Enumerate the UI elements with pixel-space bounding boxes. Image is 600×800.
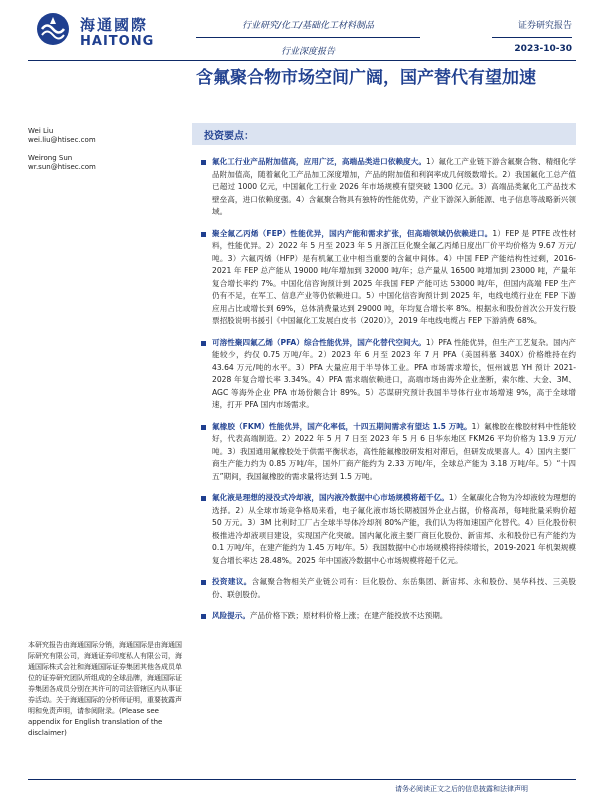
report-meta <box>492 10 572 54</box>
point-body: 1）全氟碳化合物为冷却液较为理想的选择。2）从全球市场竞争格局来看，电子氟化液市场长期被国外企业占据，价格高昂，每吨批量采购价超 50 万元。3）3M 比利时工厂占全球半导体冷却剂 80%产能，我们认为将加速国产化替代。4）巨化股份积极推进冷却液项目建设，实现国产化突破。国内氟化液主要厂商巨化股份、新宙邦、永和股份已有产能约为 0.1 万吨/年，在建产能约为 1.45 万吨/年。5）我国数据中心市场规模将持续增长，2019-2021 年机架规模复合增长率达 28.48%。2025 年中国液冷数据中心市场规模将超千亿元。 <box>212 493 576 565</box>
point-lead: 投资建议。 <box>212 577 252 586</box>
bullet-icon <box>201 232 206 237</box>
footer-notice: 请务必阅读正文之后的信息披露和法律声明 <box>395 785 528 793</box>
point-lead: 聚全氟乙丙烯（FEP）性能优异，国内产能和需求扩张，但高端领域仍依赖进口。 <box>212 228 493 238</box>
report-title: 含氟聚合物市场空间广阔，国产替代有望加速 <box>196 68 536 88</box>
analyst-block <box>28 127 96 145</box>
haitong-logo-icon <box>36 12 70 46</box>
bullet-icon <box>201 425 206 430</box>
industry-category: 行业研究/化工/基础化工材料制品 <box>196 10 420 38</box>
investment-point <box>200 576 576 601</box>
investment-point <box>200 421 576 484</box>
report-date: 2023-10-30 <box>514 44 572 54</box>
point-body: 产品价格下跌；原材料价格上涨；在建产能投放不达预期。 <box>249 611 448 620</box>
analyst-name: Wei Liu <box>28 127 54 135</box>
analyst-email[interactable]: wr.sun@htisec.com <box>28 163 96 171</box>
point-body: 1）PFA 性能优异，但生产工艺复杂。国内产能较少，约仅 0.75 万吨/年。2）2023 年 6 月至 2023 年 7 月 PFA（美国科慕 340X）价格维持在约 43.64 万元/吨的水平。3）PFA 大量应用于半导体工业。PFA 市场需求增长，恒州诚思 YH 预计 2021-2028 年复合增长率 3.34%。4）PFA 需求端依赖进口，高端市场由海外企业垄断，索尔维、大金、3M、AGC 等海外企业 PFA 市场份额合计 89%。5）芯谋研究预计我国半导体行业市场增速 9%，高于全球增速，打开 PFA 国内市场需求。 <box>212 337 576 409</box>
bullet-icon <box>201 160 206 165</box>
investment-point <box>200 156 576 219</box>
point-lead: 氟化工行业产品附加值高，应用广泛，高端品类进口依赖度大。 <box>212 157 426 166</box>
report-classification <box>196 10 420 57</box>
report-label: 证券研究报告 <box>492 10 572 38</box>
haitong-logo <box>36 10 156 54</box>
logo-chinese-name: 海通國際 <box>80 16 149 34</box>
analyst-name: Weirong Sun <box>28 154 73 162</box>
bullet-icon <box>201 341 206 346</box>
point-lead: 氟化液是理想的浸没式冷却液，国内液冷数据中心市场规模将超千亿。 <box>212 493 449 502</box>
point-body: 含氟聚合物相关产业链公司有：巨化股份、东岳集团、新宙邦、永和股份、昊华科技、三美股份、联创股份。 <box>212 577 577 599</box>
report-type: 行业深度报告 <box>280 47 335 57</box>
point-lead: 氟橡胶（FKM）性能优异，国产化率低，十四五期间需求有望达 1.5 万吨。 <box>212 421 472 431</box>
investment-point <box>200 610 576 623</box>
bullet-icon <box>201 580 206 585</box>
bullet-icon <box>201 614 206 619</box>
investment-point <box>200 228 576 328</box>
footer-divider <box>28 779 576 780</box>
point-lead: 可溶性聚四氟乙烯（PFA）综合性能优异，国产化替代空间大。 <box>212 337 426 347</box>
investment-point <box>200 337 576 412</box>
investment-points <box>200 156 576 632</box>
bullet-icon <box>201 496 206 501</box>
point-body: 1）氟化工产业链下游含氟聚合物、精细化学品附加值高，随着氟化工产品加工深度增加，产品的附加值和利润率成几何级数增长。2）我国氟化工总产值已超过 1000 亿元，中国氟化工行业 2026 年市场规模有望突破 1300 亿元。3）高端品类氟化工产品技术壁垒高，进口依赖度强。4）含氟聚合物具有独特的性能优势，产业下游深入新能源、电子信息等战略新兴领域。 <box>212 157 576 216</box>
section-heading: 投资要点： <box>204 131 254 142</box>
section-heading-box <box>192 123 576 145</box>
distribution-disclaimer: 本研究报告由海通国际分销，海通国际是由海通国际研究有限公司，海通证券印度私人有限公司，海通国际株式会社和海通国际证券集团其他各成员单位的证券研究团队所组成的全球品牌，海通国际证券集团各成员分别在其许可的司法管辖区内从事证券活动。关于海通国际的分析师证明，重要披露声明和免责声明，请参阅附录。(Please see appendix for English translation of the disclaimer) <box>28 641 182 737</box>
investment-point <box>200 492 576 567</box>
point-body: 1）氟橡胶在橡胶材料中性能较好，代表高端制造。2）2022 年 5 月 7 日至 2023 年 5 月 6 日华东地区 FKM26 平均价格为 13.9 万元/吨。3）我国通用氟橡胶处于供需平衡状态，高性能氟橡胶研发相对滞后，但研发成果喜人。4）国内主要厂商生产能力约为 0.85 万吨/年，国外厂商产能约为 2.33 万吨/年，全球总产能为 3.18 万吨/年。5）“十四五”期间，我国氟橡胶的需求量将达到 1.5 万吨。 <box>212 421 576 481</box>
point-lead: 风险提示。 <box>212 611 250 620</box>
header-divider <box>28 60 576 61</box>
analyst-email[interactable]: wei.liu@htisec.com <box>28 136 96 144</box>
logo-english-name: HAITONG <box>80 34 155 49</box>
analyst-block <box>28 154 96 172</box>
point-body: 1）FEP 是 PTFE 改性材料，性能优异。2）2022 年 5 月至 2023 年 5 月浙江巨化聚全氟乙丙烯日度出厂价平均价格为 9.67 万元/吨。3）六氟丙烯（HFP）是有机氟工业中相当重要的含氟中间体。4）中国 FEP 产能结构性过剩，2016-2021 年 FEP 总产能从 19000 吨/年增加到 32000 吨/年；总产量从 16500 吨增加到 23000 吨，产量年复合增长率约 7%。中国化信咨询预计到 2025 年我国 FEP 产能可达 53000 吨/年，但国内高端 FEP 生产仍有不足，在军工、信息产业等仍依赖进口。5）中国化信咨询预计到 2025 年，电线电缆行业在 FEP 下游应用占比或增长到 69%，总体消费量达到 29000 吨，年均复合增长率 8%。根据永和股份首次公开发行股票招股说明书援引《中国氟化工发展白皮书（2020）》，2019 年电线电缆占 FEP 下游消费 68%。 <box>212 228 577 325</box>
